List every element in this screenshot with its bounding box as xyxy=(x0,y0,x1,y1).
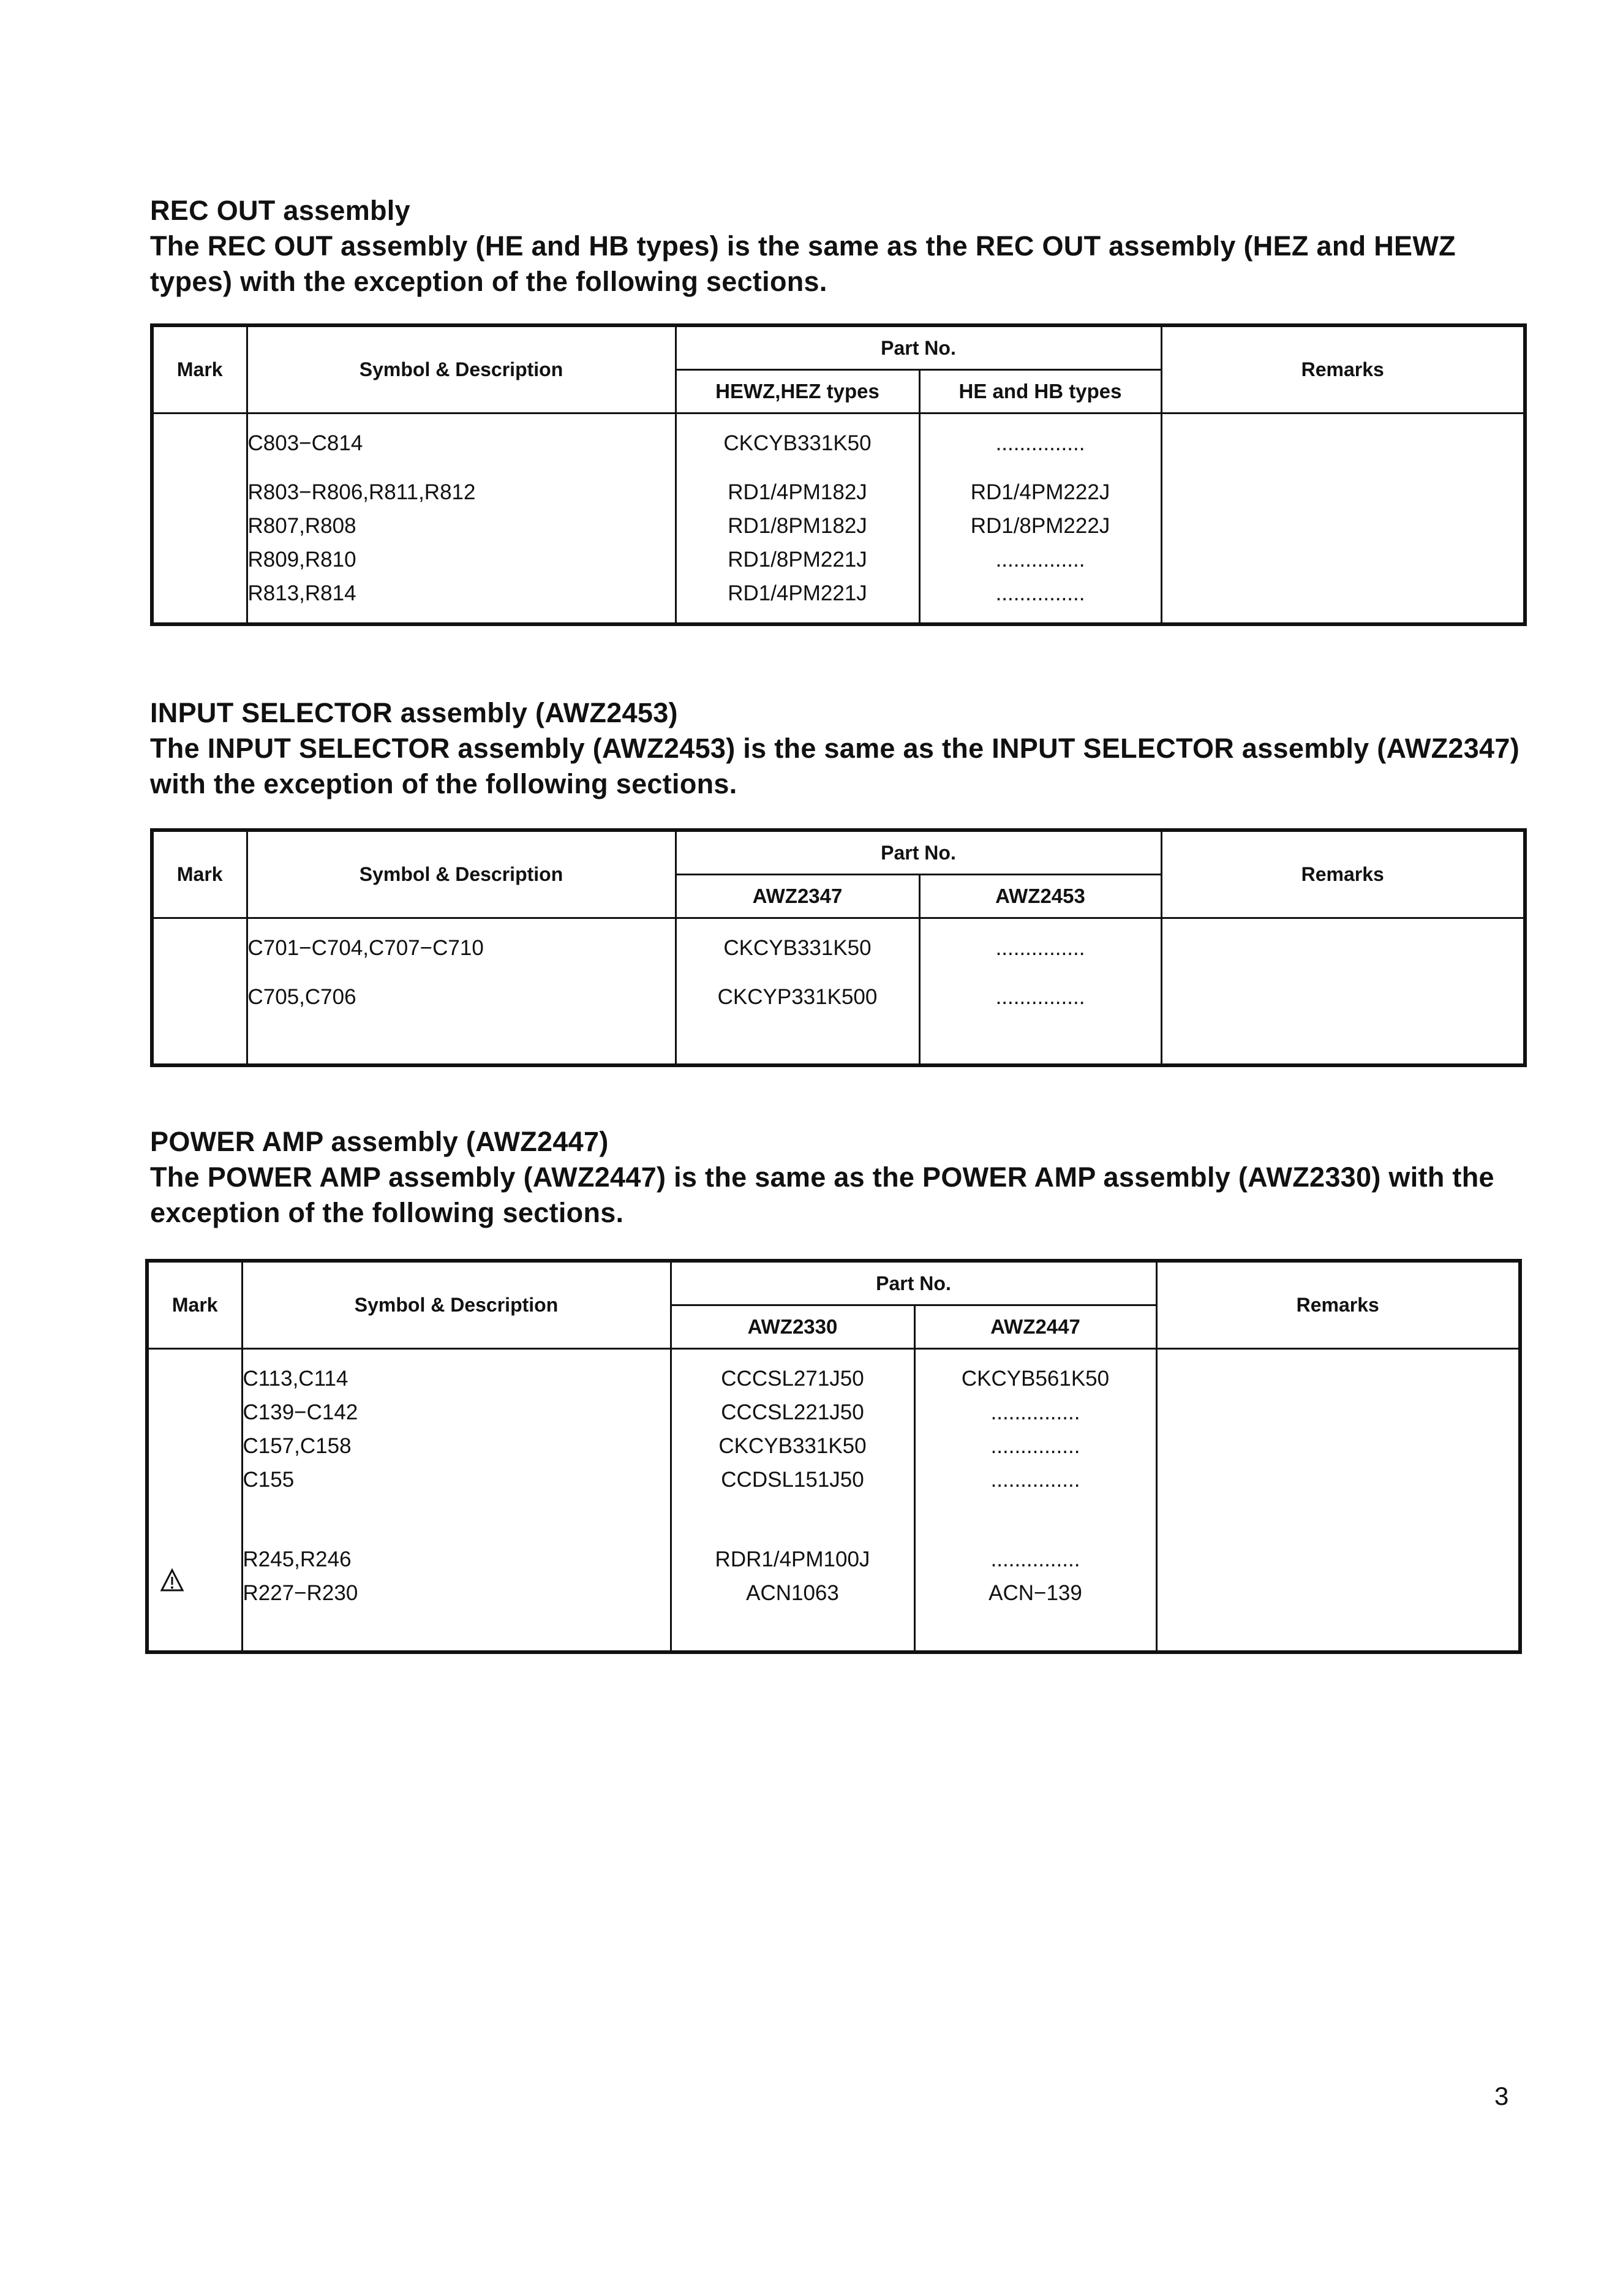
part-b-cell: ............... xyxy=(990,1547,1080,1571)
remarks-column xyxy=(1156,1349,1520,1652)
symbol-cell: C157,C158 xyxy=(243,1434,352,1458)
header-remarks: Remarks xyxy=(1161,325,1525,414)
parts-table-input-selector xyxy=(150,828,1527,1067)
page-number: 3 xyxy=(1494,2082,1509,2110)
header-col-a: AWZ2330 xyxy=(671,1305,914,1349)
part-b-cell: ............... xyxy=(990,1434,1080,1458)
symbol-cell: C155 xyxy=(243,1468,295,1492)
header-part-no: Part No. xyxy=(676,325,1161,370)
section-title: INPUT SELECTOR assembly (AWZ2453) xyxy=(150,697,678,728)
header-remarks: Remarks xyxy=(1161,830,1525,918)
symbol-cell: R227−R230 xyxy=(243,1581,358,1605)
parts-table-power-amp xyxy=(145,1259,1522,1654)
part-b-cell: ............... xyxy=(995,431,1085,455)
header-mark: Mark xyxy=(147,1261,242,1349)
symbol-cell: R807,R808 xyxy=(247,514,356,538)
mark-column xyxy=(152,414,247,625)
part-a-cell: CCCSL221J50 xyxy=(721,1400,864,1424)
symbol-cell: R803−R806,R811,R812 xyxy=(247,480,476,504)
part-a-column xyxy=(676,414,919,625)
symbol-cell: C705,C706 xyxy=(247,985,356,1009)
remarks-column xyxy=(1161,414,1525,625)
part-a-cell: CKCYB331K50 xyxy=(723,936,872,960)
parts-table-rec-out xyxy=(150,323,1527,626)
header-col-a: AWZ2347 xyxy=(676,875,919,918)
part-a-cell: RD1/4PM182J xyxy=(728,480,867,504)
section-title: REC OUT assembly xyxy=(150,195,410,226)
header-symbol: Symbol & Description xyxy=(242,1261,671,1349)
header-mark: Mark xyxy=(152,830,247,918)
part-a-cell: RD1/8PM182J xyxy=(728,514,867,538)
part-b-cell: ............... xyxy=(995,936,1085,960)
part-a-cell: RDR1/4PM100J xyxy=(715,1547,870,1571)
header-part-no: Part No. xyxy=(676,830,1161,875)
section-description: The INPUT SELECTOR assembly (AWZ2453) is the same as the INPUT SELECTOR assembly (AWZ2347) with the exception of the following sections. xyxy=(150,733,1519,799)
section-rec-out xyxy=(150,193,1534,300)
header-col-b: HE and HB types xyxy=(919,370,1161,414)
symbol-cell: R245,R246 xyxy=(243,1547,352,1571)
header-remarks: Remarks xyxy=(1156,1261,1520,1349)
header-symbol: Symbol & Description xyxy=(247,830,676,918)
part-b-column xyxy=(919,918,1161,1065)
remarks-column xyxy=(1161,918,1525,1065)
symbol-cell: C803−C814 xyxy=(247,431,363,455)
section-title: POWER AMP assembly (AWZ2447) xyxy=(150,1126,609,1157)
warning-triangle-icon xyxy=(160,1568,184,1593)
part-a-column xyxy=(676,918,919,1065)
symbol-cell: C113,C114 xyxy=(243,1367,348,1391)
symbol-cell: R809,R810 xyxy=(247,548,356,572)
symbol-cell: R813,R814 xyxy=(247,581,356,605)
part-a-cell: CCDSL151J50 xyxy=(721,1468,864,1492)
part-b-cell: ............... xyxy=(990,1400,1080,1424)
part-b-cell: ............... xyxy=(990,1468,1080,1492)
symbol-column xyxy=(247,414,676,625)
part-a-cell: CKCYP331K500 xyxy=(717,985,878,1009)
part-b-cell: RD1/4PM222J xyxy=(970,480,1110,504)
part-a-cell: RD1/4PM221J xyxy=(728,581,867,605)
header-symbol: Symbol & Description xyxy=(247,325,676,414)
part-b-cell: CKCYB561K50 xyxy=(961,1367,1110,1391)
part-b-cell: ACN−139 xyxy=(988,1581,1082,1605)
header-part-no: Part No. xyxy=(671,1261,1156,1305)
symbol-column xyxy=(247,918,676,1065)
header-mark: Mark xyxy=(152,325,247,414)
mark-column xyxy=(152,918,247,1065)
mark-column xyxy=(147,1349,242,1652)
section-description: The POWER AMP assembly (AWZ2447) is the same as the POWER AMP assembly (AWZ2330) with the exception of the following sections. xyxy=(150,1161,1494,1228)
section-input-selector xyxy=(150,695,1534,802)
part-a-cell: CKCYB331K50 xyxy=(723,431,872,455)
header-col-b: AWZ2453 xyxy=(919,875,1161,918)
section-power-amp xyxy=(150,1124,1534,1231)
part-b-cell: ............... xyxy=(995,548,1085,572)
part-a-cell: CKCYB331K50 xyxy=(718,1434,867,1458)
symbol-cell: C139−C142 xyxy=(243,1400,358,1424)
part-b-cell: ............... xyxy=(995,985,1085,1009)
header-col-b: AWZ2447 xyxy=(914,1305,1156,1349)
header-col-a: HEWZ,HEZ types xyxy=(676,370,919,414)
part-b-column xyxy=(914,1349,1156,1652)
symbol-column xyxy=(242,1349,671,1652)
section-description: The REC OUT assembly (HE and HB types) is the same as the REC OUT assembly (HEZ and HEWZ types) with the exception of the following sections. xyxy=(150,230,1456,297)
part-a-column xyxy=(671,1349,914,1652)
part-b-column xyxy=(919,414,1161,625)
part-b-cell: ............... xyxy=(995,581,1085,605)
part-a-cell: ACN1063 xyxy=(746,1581,839,1605)
part-a-cell: CCCSL271J50 xyxy=(721,1367,864,1391)
part-b-cell: RD1/8PM222J xyxy=(970,514,1110,538)
part-a-cell: RD1/8PM221J xyxy=(728,548,867,572)
symbol-cell: C701−C704,C707−C710 xyxy=(247,936,484,960)
